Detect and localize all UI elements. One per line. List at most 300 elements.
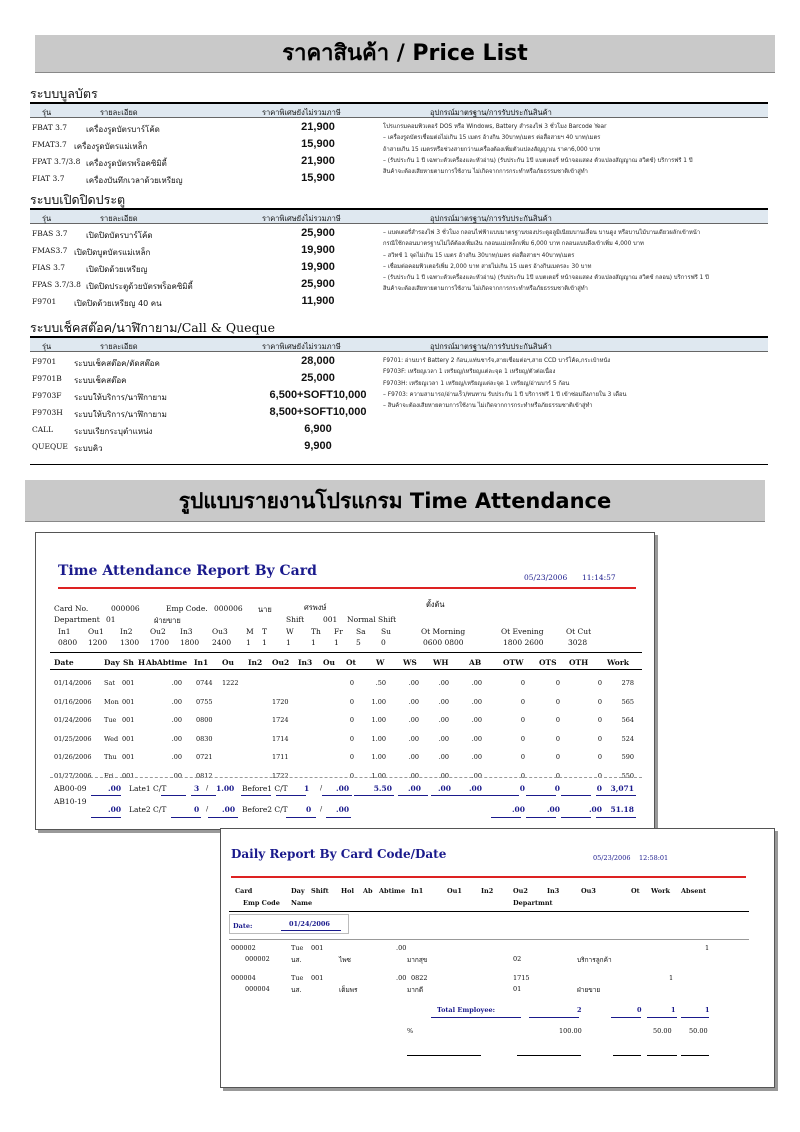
model-code: FMAS3.7 [32,246,68,255]
card-no-label: Card No. [54,604,89,613]
cell-ot: 0 [349,679,354,687]
cell-w: 1.00 [371,771,386,780]
entry-dept-name: บริการลูกค้า [577,956,612,964]
model-code: QUEQUE [32,442,68,451]
daily-column-subheader: Departmnt [513,899,553,907]
summary-before1_t: .00 [336,784,350,793]
cell-work: 524 [621,734,634,743]
summary-underline [326,817,351,818]
cell-otw: 0 [520,697,525,706]
schedule-header-cell: Ou1 [88,627,104,636]
cell-ws: .00 [408,734,419,743]
summary-otw2: .00 [511,805,525,814]
note-line: F9701: อ่านบาร์ Battery 2 ก้อน,แท่นชาร์จ,สายเชื่อมต่อฯ,สาย CCD บาร์โค้ด,กระเป๋าหนัง [383,358,611,364]
accessory-notes [383,122,768,178]
cell-ou2: 1720 [272,697,289,706]
daily-column-header: Ab [363,887,373,895]
entry-prefix: นส. [291,986,302,994]
entry-abtime: .00 [396,944,407,952]
summary-underline [91,817,121,818]
total-underline [647,1017,677,1018]
cell-sh: 001 [122,753,135,761]
model-code: CALL [32,425,54,434]
entry-prefix: นส. [291,956,302,964]
slash: / [206,805,209,813]
note-line: สินค้าจะต้องเสียหายตามการใช้งาน ไม่เกิดจากการกระทำหรือภัยธรรมชาติเข้าสู่ทำ [383,169,588,176]
note-line: ถ้าสายเกิน 15 เมตรหรือช่วงสายกว่านเครื่องต้องเพิ่มตัวแปลงสัญญาณ ราคา6,000 บาท [383,146,601,153]
column-header: Ot [346,658,356,667]
cell-ws: .00 [408,679,419,687]
cell-ou2: 1711 [272,753,289,761]
summary-oth2: .00 [588,805,602,814]
schedule-value-cell: 0 [381,638,386,647]
entry-card: 000002 [231,944,256,952]
summary-ab: .00 [468,784,482,793]
shift-label: Shift [286,615,305,624]
schedule-header-cell: In2 [120,627,133,636]
percent-work: 50.00 [653,1027,672,1035]
summary-underline [286,817,316,818]
schedule-value-cell: 1700 [150,638,170,647]
cell-otw: 0 [520,679,525,687]
column-header-accessory: อุปกรณ์มาตรฐาน/การรับประกันสินค้า [430,214,552,223]
product-description: ระบบให้บริการ/นาฬิกายาม [74,393,167,402]
model-code: FIAT 3.7 [32,174,65,183]
column-header: In1 [194,658,209,667]
percent-label: % [407,1027,414,1035]
department-label: Department [54,615,100,624]
summary-late2_label: Late2 C/T [129,805,167,814]
schedule-header-cell: Th [311,627,321,636]
schedule-header-cell: In1 [58,627,71,636]
schedule-value-cell: 1 [262,638,267,647]
cell-ou2: 1722 [272,771,289,780]
product-description: เปิดปิดด้วยเหรียญ [86,265,148,274]
cell-work: 590 [621,753,634,761]
cell-abt: .00 [171,734,182,743]
daily-report-time: 12:58:01 [639,854,669,862]
percent-total: 100.00 [559,1027,582,1035]
summary-oth1: 0 [596,784,602,793]
daily-column-header: Absent [681,887,707,895]
schedule-header-cell: Fr [334,627,343,636]
summary-underline [561,817,591,818]
cell-abt: .00 [171,753,182,761]
daily-report-panel [220,828,775,1088]
first-name: ศรพงษ์ [304,603,327,612]
product-price: 9,900 [304,440,332,452]
cell-work: 565 [621,697,634,706]
cell-sh: 001 [122,734,135,743]
price-row [30,439,768,456]
product-description: เปิดปิดด้วยเหรียญ 40 คน [74,299,162,308]
schedule-header-cell: In3 [180,627,193,636]
cell-day: Mon [104,697,119,706]
cell-sh: 001 [122,679,135,687]
cell-ws: .00 [408,697,419,706]
schedule-header-cell: Sa [356,627,366,636]
cell-work: 550 [621,771,634,780]
cell-in1: 0721 [196,753,213,761]
schedule-header-cell: Ou3 [212,627,228,636]
column-header-detail: รายละเอียด [100,342,138,351]
product-description: ระบบเช็คสต๊อค/ตัดสต๊อค [74,359,160,368]
schedule-header-cell: Ot Evening [501,627,544,636]
cell-day: Wed [104,734,119,743]
cell-ab: .00 [471,697,482,706]
summary-underline [161,795,186,796]
entry-last-name: มากสุข [407,956,428,964]
slash: / [320,784,323,792]
summary-underline [461,795,491,796]
column-header: Ou [222,658,234,667]
schedule-header-cell: Ou2 [150,627,166,636]
note-line: – เชื่อมต่อคอมพิวเตอร์เพิ่ม 2,000 บาท สายไม่เกิน 15 เมตร อ้างกินเมตรละ 30 บาท [383,263,592,270]
price-list-banner: ราคาสินค้า / Price List [35,35,775,73]
total-underline [529,1017,579,1018]
cell-ots: 0 [555,771,560,780]
cell-ab: .00 [471,771,482,780]
cell-in1: 0830 [196,734,213,743]
column-header-price: ราคาพิเศษยังไม่รวมภาษี [262,214,341,223]
report-date: 05/23/2006 [524,573,568,582]
column-header: WS [403,658,417,667]
entry-absent: 1 [705,944,710,952]
cell-wh: .00 [438,753,449,761]
schedule-header-cell: Ot Morning [421,627,466,636]
column-header: OTW [503,658,524,667]
product-description: เครื่องบันทึกเวลาด้วยเหรียญ [86,176,183,185]
column-header: Ou2 [272,658,290,667]
product-price: 21,900 [301,155,335,167]
cell-day: Tue [104,716,117,724]
cell-in1: 0812 [196,771,213,780]
schedule-value-cell: 5 [356,638,361,647]
cell-day: Sat [104,679,115,687]
model-code: FBAS 3.7 [32,229,68,238]
summary-ab1_label: AB00-09 [54,784,87,793]
summary-underline [596,795,636,796]
cell-oth: 0 [597,679,602,687]
cell-w: .50 [375,679,386,687]
total-underline [681,1017,709,1018]
cell-ots: 0 [555,679,560,687]
summary-ots2: .00 [546,805,560,814]
cell-oth: 0 [597,734,602,743]
entry-shift: 001 [311,974,324,982]
model-code: F9703F [32,391,62,400]
summary-before2_c: 0 [306,805,312,814]
report-time: 11:14:57 [582,573,616,582]
header-divider-top [50,652,642,653]
schedule-header-cell: Su [381,627,391,636]
model-code: FPAS 3.7/3.8 [32,280,81,289]
department: 01 [106,615,116,624]
cell-date: 01/27/2006 [54,771,92,780]
name-title: นาย [258,605,272,614]
cell-work: 278 [621,679,634,687]
product-price: 25,900 [301,227,335,239]
product-price: 28,000 [301,355,335,367]
column-header: AB [469,658,482,667]
time-attendance-banner: รูปแบบรายงานโปรแกรม Time Attendance [25,480,765,522]
daily-header-divider [229,911,749,912]
note-line: – สินค้าจะต้องเสียหายตามการใช้งาน ไม่เกิดจากการกระทำหรือภัยธรรมชาติเข้าสู่ทำ [383,403,593,410]
entry-emp-code: 000002 [245,955,270,963]
column-header-model: รุ่น [42,342,52,351]
summary-ots1: 0 [554,784,560,793]
daily-column-subheader: Emp Code [243,899,280,907]
note-line: โปรแกรมคอมพิวเตอร์ DOS หรือ Windows, Battery สำรองไฟ 3 ชั่วโมง Barcode Year [383,124,607,130]
summary-late1_c: 3 [194,784,200,793]
cell-ou: 1222 [222,679,239,687]
section-table-header [30,208,768,224]
section-title: ระบบบูลบัตร [30,86,98,101]
cell-ot: 0 [349,771,354,780]
cell-in1: 0800 [196,716,213,724]
cell-ot: 0 [349,716,354,724]
entry-first-name: ไพซ [339,956,351,964]
slash: / [206,784,209,792]
report-title: Time Attendance Report By Card [58,563,317,579]
model-code: F9701 [32,357,57,366]
summary-underline [91,795,121,796]
cell-wh: .00 [438,697,449,706]
summary-underline [208,817,238,818]
cell-ws: .00 [408,771,419,780]
summary-before1_label: Before1 C/T [242,784,288,793]
cell-ot: 0 [349,734,354,743]
column-header: OTS [539,658,557,667]
summary-underline [431,795,461,796]
summary-ab2_label: AB10-19 [54,797,87,806]
summary-underline [398,795,428,796]
cell-otw: 0 [520,716,525,724]
daily-column-header: Ou3 [581,887,596,895]
cell-sh: 001 [122,697,135,706]
column-header-model: รุ่น [42,108,52,117]
cell-abt: .00 [171,771,182,780]
cell-ou2: 1724 [272,716,289,724]
entry-last-name: มากดี [407,986,424,994]
summary-late2_t: .00 [222,805,236,814]
model-code: F9701B [32,374,62,383]
cell-ws: .00 [408,753,419,761]
total-underline [431,1017,521,1018]
cell-ws: .00 [408,716,419,724]
column-header: In2 [248,658,263,667]
column-header: W [376,658,385,667]
note-line: F9703F: เหรียญเวลา 1 เหรียญ/เหรียญแต่ละจุด 1 เหรียญ/ตัวต่อเนื่อง [383,369,556,376]
schedule-value-cell: 1 [334,638,339,647]
cell-wh: .00 [438,771,449,780]
summary-wh: .00 [437,784,451,793]
summary-before2_label: Before2 C/T [242,805,288,814]
cell-ots: 0 [555,716,560,724]
cell-ab: .00 [471,716,482,724]
product-description: ระบบเช็คสต๊อค [74,376,127,385]
column-header: Date [54,658,74,667]
section-title: ระบบเช็คสต๊อค/นาฬิกายาม/Call & Queque [30,320,275,335]
column-header-price: ราคาพิเศษยังไม่รวมภาษี [262,108,341,117]
schedule-value-cell: 0800 [58,638,78,647]
cell-abt: .00 [171,679,182,687]
model-code: FBAT 3.7 [32,123,68,132]
column-header: Day [104,658,120,667]
summary-divider [50,777,642,778]
product-description: ระบบให้บริการ/นาฬิกายาม [74,410,167,419]
product-description: เครื่องรูดบัตรแม่เหล็ก [74,142,148,151]
daily-column-header: In3 [547,887,560,895]
daily-column-header: Day [291,887,305,895]
cell-otw: 0 [520,771,525,780]
column-header-model: รุ่น [42,214,52,223]
emp-code: 000006 [214,604,243,613]
schedule-value-cell: 1300 [120,638,140,647]
product-description: เปิดปิดบัตรบาร์โค้ด [86,231,153,240]
summary-otw1: 0 [519,784,525,793]
summary-late1_label: Late1 C/T [129,784,167,793]
summary-before1_c: 1 [304,784,310,793]
percent-underline [517,1055,581,1056]
note-line: กรณีใช้กลอนมาตรฐานไม่ได้ต้องเพิ่มเงิน กลอนแม่เหล็กเพิ่ม 6,000 บาท กลอนแบบดึงเข้าเพิ่ม 4,000 บาท [383,241,644,248]
summary-work1: 3,071 [610,784,634,793]
total-ot: 0 [637,1006,642,1014]
product-price: 25,000 [301,372,335,384]
schedule-header-cell: W [286,627,294,636]
card-no: 000006 [111,604,140,613]
product-price: 19,900 [301,244,335,256]
product-price: 15,900 [301,138,335,150]
product-description: เปิดปิดประตูด้วยบัตรพร็อคซิมิตี้ [86,282,193,291]
department-name: ฝ่ายขาย [154,616,181,625]
schedule-header-cell: M [246,627,254,636]
note-line: F9703H: เหรียญเวลา 1 เหรียญ/เหรียญแต่ละจุด 1 เหรียญ/อ่านบาร์ 5 ก้อน [383,380,570,387]
summary-underline [322,795,352,796]
cell-w: 1.00 [371,753,386,761]
note-line: – แบตเตอรี่สำรองไฟ 3 ชั่วโมง กลอนไฟฟ้าแบบมาตรฐานของประตูอลูมิเนียมบานเลื่อน บานดูง หรือบานไม้บานเดียวผลักเข้าหน้า [383,230,701,236]
cell-w: 1.00 [371,734,386,743]
entry-emp-code: 000004 [245,985,270,993]
product-description: เครื่องรูดบัตรบาร์โค้ด [86,125,160,134]
daily-column-subheader: Name [291,899,313,907]
column-header-detail: รายละเอียด [100,214,138,223]
note-line: – สวิทช์ 1 จุดไม่เกิน 15 เมตร อ้างกิน 30บาท/เมตร ต่อสื่อสายฯ 40บาท/เมตร [383,252,575,259]
model-code: FMAT3.7 [32,140,67,149]
product-price: 8,500+SOFT10,000 [269,406,367,418]
daily-title-divider [231,876,746,878]
summary-ab2: .00 [108,805,122,814]
entry-ou2: 1715 [513,974,530,982]
cell-sh: 001 [122,716,135,724]
column-header-accessory: อุปกรณ์มาตรฐาน/การรับประกันสินค้า [430,108,552,117]
daily-column-header: Ou2 [513,887,528,895]
total-absent: 1 [705,1006,710,1014]
model-code: FPAT 3.7/3.8 [32,157,81,166]
entry-shift: 001 [311,944,324,952]
accessory-notes [383,356,768,412]
total-underline [611,1017,641,1018]
cell-sh: 001 [122,771,135,780]
column-header: In3 [298,658,313,667]
cell-otw: 0 [520,734,525,743]
product-description: เครื่องรูดบัตรพร็อคซิมิตี้ [86,159,167,168]
daily-column-header: Hol [341,887,354,895]
section-table-header [30,336,768,352]
column-header-price: ราคาพิเศษยังไม่รวมภาษี [262,342,341,351]
cell-abt: .00 [171,716,182,724]
title-divider [58,587,636,589]
entry-in1: 0822 [411,974,428,982]
entry-dept: 02 [513,955,522,963]
schedule-value-cell: 3028 [568,638,588,647]
column-header: OTH [569,658,589,667]
column-header: H [138,658,146,667]
daily-column-header: In2 [481,887,494,895]
product-price: 25,900 [301,278,335,290]
summary-underline [489,795,519,796]
cell-ab: .00 [471,679,482,687]
cell-ot: 0 [349,697,354,706]
column-header: Work [607,658,629,667]
note-line: สินค้าจะต้องเสียหายตามการใช้งาน ไม่เกิดจากการกระทำหรือภัยธรรมชาติเข้าสู่ทำ [383,286,588,293]
summary-underline [561,795,591,796]
slash: / [320,805,323,813]
cell-w: 1.00 [371,697,386,706]
column-header: Ou [323,658,335,667]
model-code: F9701 [32,297,57,306]
column-header-accessory: อุปกรณ์มาตรฐาน/การรับประกันสินค้า [430,342,552,351]
product-description: ระบบเรียกระบุตำแหน่ง [74,427,153,436]
cell-work: 564 [621,716,634,724]
product-price: 6,500+SOFT10,000 [269,389,367,401]
cell-ots: 0 [555,697,560,706]
total-count: 2 [577,1006,582,1014]
summary-underline [596,817,636,818]
cell-ou2: 1714 [272,734,289,743]
cell-in1: 0744 [196,679,213,687]
summary-ws: .00 [407,784,421,793]
product-price: 19,900 [301,261,335,273]
daily-column-header: Work [651,887,671,895]
daily-column-header: Card [235,887,253,895]
daily-column-header: Ot [631,887,640,895]
column-header: Abtime [157,658,188,667]
percent-underline [681,1055,709,1056]
cell-ab: .00 [471,753,482,761]
time-attendance-report-panel [35,532,655,830]
date-underline [281,930,341,931]
cell-wh: .00 [438,734,449,743]
entry-first-name: เต็มพร [339,986,358,994]
daily-report-date: 05/23/2006 [593,854,631,862]
model-code: FIAS 3.7 [32,263,66,272]
entry-dept: 01 [513,985,522,993]
summary-late2_c: 0 [194,805,200,814]
note-line: – เครื่องรูดบัตรเชื่อมต่อไม่เกิน 15 เมตร อ้างกิน 30บาท/เมตร ต่อสื่อสายฯ 40 บาท/เมตร [383,135,601,142]
product-price: 11,900 [301,295,335,307]
schedule-value-cell: 1800 2600 [503,638,544,647]
cell-abt: .00 [171,697,182,706]
summary-underline [171,817,201,818]
date-label: Date: [233,922,253,930]
daily-report-title: Daily Report By Card Code/Date [231,847,447,861]
column-header: Sh [123,658,134,667]
cell-ot: 0 [349,753,354,761]
schedule-value-cell: 1200 [88,638,108,647]
summary-underline [241,795,271,796]
cell-day: Thu [104,753,117,761]
